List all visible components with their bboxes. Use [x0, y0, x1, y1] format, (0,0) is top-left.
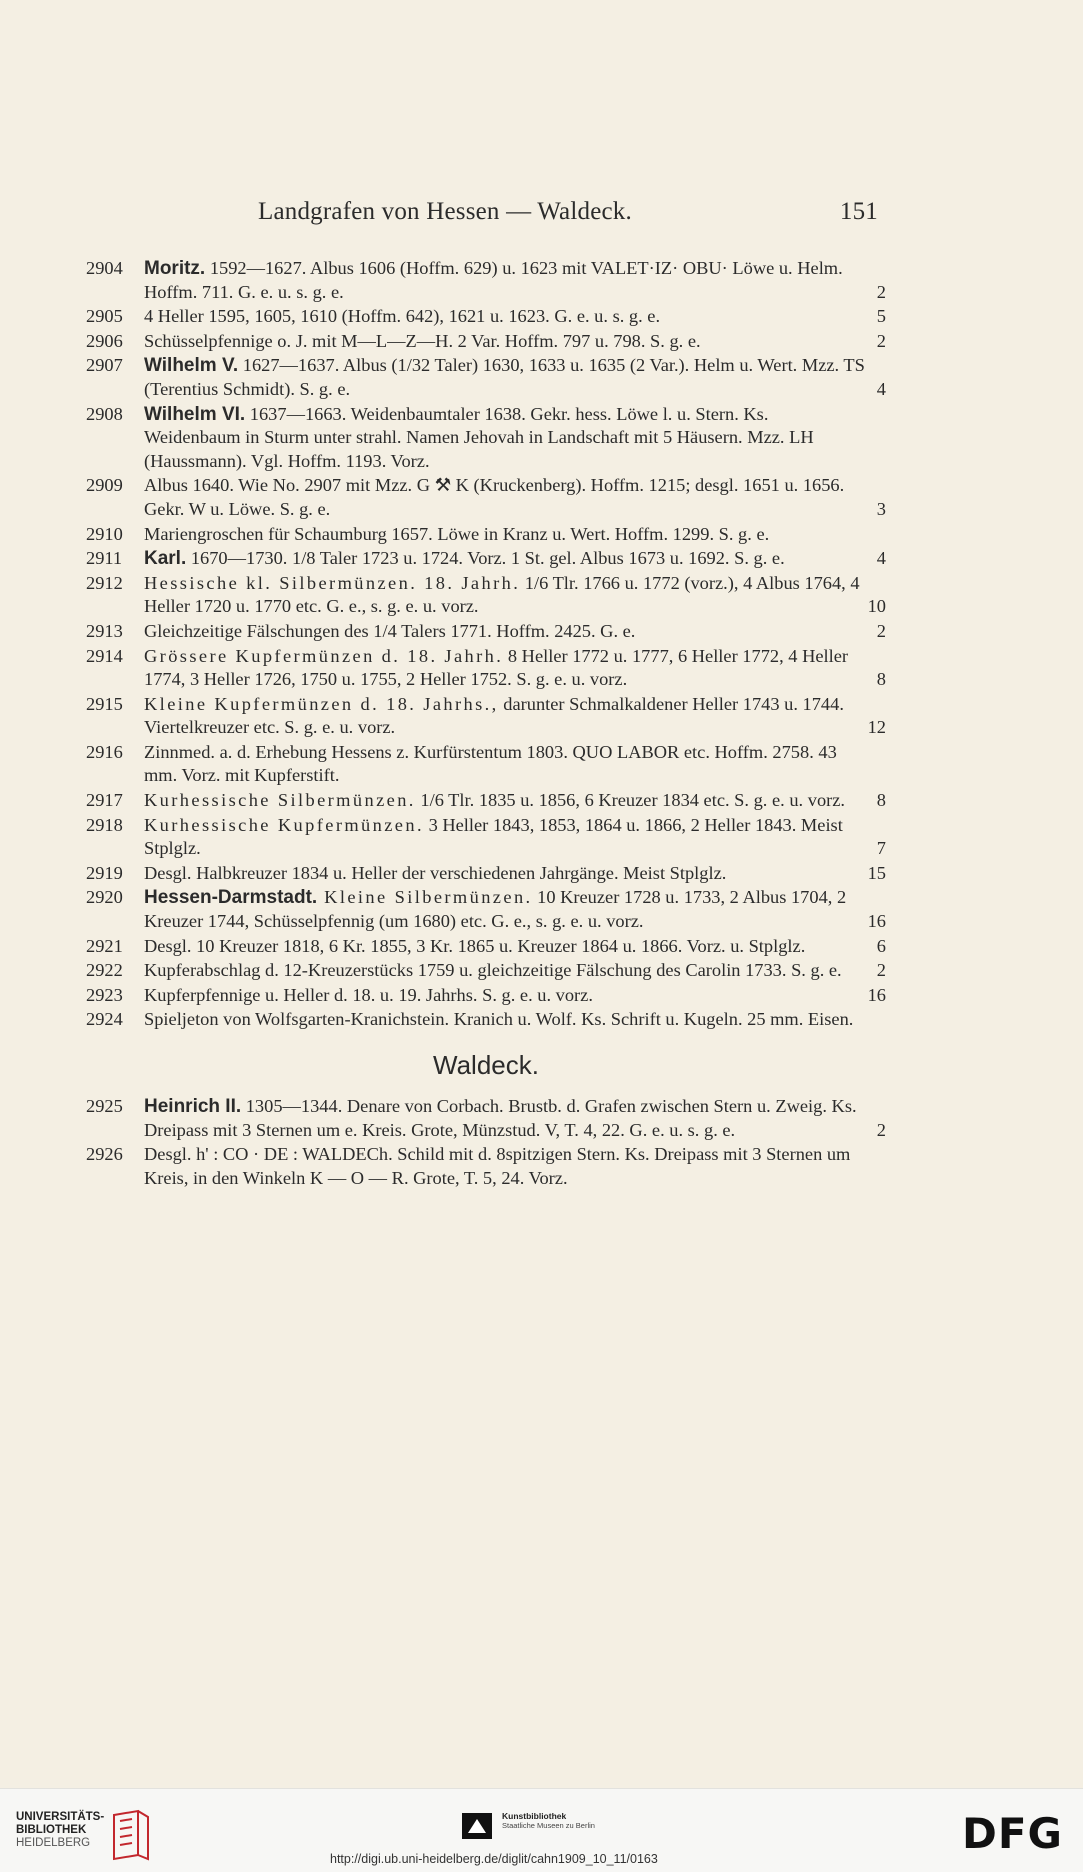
catalogue-entry: [86, 959, 886, 983]
entry-number: 2923: [86, 984, 123, 1005]
catalogue-entry: [86, 1008, 886, 1032]
entry-description: [144, 403, 886, 474]
footer-bar: [0, 1788, 1083, 1872]
catalogue-entry: [86, 862, 886, 886]
entry-description: [144, 572, 886, 619]
entry-text: Mariengroschen für Schaumburg 1657. Löwe in Kranz u. Wert. Hoffm. 1299. S. g. e.: [144, 523, 770, 544]
entry-description: [144, 935, 886, 959]
entry-number: 2908: [86, 403, 123, 424]
entry-description: [144, 354, 886, 401]
ub-line-1: UNIVERSITÄTS-: [16, 1811, 105, 1823]
entry-number: 2911: [86, 548, 123, 569]
entry-description: [144, 984, 886, 1008]
entry-text: Gleichzeitige Fälschungen des 1/4 Talers 1771. Hoffm. 2425. G. e.: [144, 620, 636, 641]
catalogue-entry: [86, 789, 886, 813]
entry-text: Schüsselpfennige o. J. mit M—L—Z—H. 2 Var. Hoffm. 797 u. 798. S. g. e.: [144, 330, 701, 351]
entry-heading: Karl.: [144, 548, 187, 570]
ub-emblem-icon: [108, 1809, 154, 1861]
entry-text: Desgl. Halbkreuzer 1834 u. Heller der verschiedenen Jahrgänge. Meist Stplglz.: [144, 862, 727, 883]
catalogue-entry: [86, 984, 886, 1008]
catalogue-entry: [86, 523, 886, 547]
entry-price: 3: [876, 498, 886, 519]
catalogue-entry: [86, 620, 886, 644]
section-heading-waldeck: Waldeck.: [433, 1050, 539, 1080]
entry-description: [144, 1095, 886, 1142]
catalogue-entry: [86, 741, 886, 788]
entry-heading: Moritz.: [144, 258, 206, 279]
entry-number: 2922: [86, 960, 123, 981]
catalogue-entry: [86, 330, 886, 354]
entry-description: [144, 1008, 886, 1032]
entry-text: Desgl. h' : CO · DE : WALDECh. Schild mit d. 8spitzigen Stern. Ks. Dreipass mit 3 Sternen um Kreis, in den Winkeln K — O — R. Grote, T. 5, 24. Vorz.: [144, 1144, 851, 1188]
entry-number: 2910: [86, 523, 123, 544]
entry-price: 7: [876, 838, 886, 859]
entry-price: 4: [876, 548, 886, 569]
entry-text: Kupferpfennige u. Heller d. 18. u. 19. Jahrhs. S. g. e. u. vorz.: [144, 984, 593, 1005]
entry-description: [144, 330, 886, 354]
entry-spaced-title: Kleine Kupfermünzen d. 18. Jahrhs.,: [144, 693, 499, 714]
entry-number: 2913: [86, 620, 123, 641]
entry-text: darunter Schmalkaldener Heller 1743 u. 1744. Viertelkreuzer etc. S. g. e. u. vorz.: [144, 693, 844, 738]
entry-text: 1637—1663. Weidenbaumtaler 1638. Gekr. hess. Löwe l. u. Stern. Ks. Weidenbaum in Sturm unter strahl. Namen Jehovah in Landschaft mit 5 Häusern. Mzz. LH (Haussmann). Vgl. Hoffm. 1193. Vorz.: [144, 403, 814, 471]
entry-heading: Heinrich II.: [144, 1096, 242, 1117]
entry-number: 2916: [86, 741, 123, 762]
catalogue-entry: [86, 935, 886, 959]
entry-price: 8: [876, 669, 886, 690]
entry-description: [144, 547, 886, 571]
entry-text: 10 Kreuzer 1728 u. 1733, 2 Albus 1704, 2 Kreuzer 1744, Schüsselpfennig (um 1680) etc. G. e., s. g. e. u. vorz.: [144, 887, 847, 932]
entry-number: 2912: [86, 572, 123, 593]
permalink-url[interactable]: http://digi.ub.uni-heidelberg.de/diglit/cahn1909_10_11/0163: [330, 1852, 658, 1866]
entry-number: 2905: [86, 306, 123, 327]
entry-heading: Wilhelm VI.: [144, 403, 246, 425]
entry-description: [144, 741, 886, 788]
entry-price: 2: [876, 620, 886, 641]
entry-number: 2924: [86, 1009, 123, 1030]
entry-price: 4: [876, 378, 886, 399]
entry-number: 2909: [86, 475, 123, 496]
ub-line-3: HEIDELBERG: [16, 1837, 91, 1849]
entry-description: [144, 620, 886, 644]
entry-text: 1670—1730. 1/8 Taler 1723 u. 1724. Vorz. 1 St. gel. Albus 1673 u. 1692. S. g. e.: [186, 548, 785, 569]
entry-spaced-title: Kurhessische Kupfermünzen.: [144, 814, 424, 835]
catalogue-entry: [86, 1095, 886, 1142]
entry-spaced-title: Grössere Kupfermünzen d. 18. Jahrh.: [144, 645, 504, 666]
entry-text: 3 Heller 1843, 1853, 1864 u. 1866, 2 Heller 1843. Meist Stplglz.: [144, 814, 843, 859]
entry-description: [144, 1143, 886, 1190]
entry-text: Spieljeton von Wolfsgarten-Kranichstein. Kranich u. Wolf. Ks. Schrift u. Kugeln. 25 mm. Eisen.: [144, 1009, 854, 1030]
entry-price: 10: [867, 596, 886, 617]
entry-text: 1/6 Tlr. 1766 u. 1772 (vorz.), 4 Albus 1764, 4 Heller 1720 u. 1770 etc. G. e., s. g. e. u. vorz.: [144, 572, 860, 617]
entry-text: 8 Heller 1772 u. 1777, 6 Heller 1772, 4 Heller 1774, 3 Heller 1726, 1750 u. 1755, 2 Heller 1752. S. g. e. u. vorz.: [144, 645, 849, 690]
entry-number: 2915: [86, 693, 123, 714]
entry-price: 16: [867, 911, 886, 932]
entry-number: 2918: [86, 814, 123, 835]
entry-text: 1627—1637. Albus (1/32 Taler) 1630, 1633 u. 1635 (2 Var.). Helm u. Wert. Mzz. TS (Terentius Schmidt). S. g. e.: [144, 355, 865, 399]
entry-text: Desgl. 10 Kreuzer 1818, 6 Kr. 1855, 3 Kr. 1865 u. Kreuzer 1864 u. 1866. Vorz. u. Stplglz.: [144, 935, 806, 956]
catalogue-entry: [86, 257, 886, 304]
kunstbibliothek-icon: [462, 1813, 492, 1839]
entry-description: [144, 959, 886, 983]
entry-description: [144, 257, 886, 304]
entry-text: Kupferabschlag d. 12-Kreuzerstücks 1759 u. gleichzeitige Fälschung des Carolin 1733. S. g. e.: [144, 960, 842, 981]
entry-text: 1305—1344. Denare von Corbach. Brustb. d. Grafen zwischen Stern u. Zweig. Ks. Dreipass mit 3 Sternen um e. Kreis. Grote, Münzstud. V, T. 4, 22. G. e. u. s. g. e.: [144, 1096, 857, 1140]
entry-price: 6: [876, 935, 886, 956]
catalogue-entry: [86, 814, 886, 861]
catalogue-entries: [86, 257, 886, 1191]
entry-number: 2917: [86, 790, 123, 811]
catalogue-entry: [86, 354, 886, 401]
entry-spaced-title: Kurhessische Silbermünzen.: [144, 790, 416, 811]
page-number: 151: [839, 198, 878, 225]
entry-description: [144, 789, 886, 813]
catalogue-entry: [86, 645, 886, 692]
entry-price: 12: [867, 717, 886, 738]
entry-description: [144, 305, 886, 329]
catalogue-entry: [86, 1143, 886, 1190]
entry-price: 2: [876, 330, 886, 351]
entry-price: 15: [867, 862, 886, 883]
kunstbibliothek-text: [502, 1811, 672, 1830]
kb-subtitle: Staatliche Museen zu Berlin: [502, 1821, 595, 1830]
entry-heading: Wilhelm V.: [144, 355, 239, 377]
entry-description: [144, 474, 886, 521]
entry-text: Zinnmed. a. d. Erhebung Hessens z. Kurfürstentum 1803. QUO LABOR etc. Hoffm. 2758. 43 mm. Vorz. mit Kupferstift.: [144, 741, 837, 786]
entry-number: 2904: [86, 258, 123, 278]
entry-description: [144, 814, 886, 861]
dfg-logo[interactable]: DFG: [962, 1809, 1064, 1858]
catalogue-entry: [86, 474, 886, 521]
entry-number: 2914: [86, 645, 123, 666]
entry-number: 2921: [86, 935, 123, 956]
entry-description: [144, 523, 886, 547]
entry-price: 5: [876, 306, 886, 327]
entry-number: 2926: [86, 1144, 123, 1165]
entry-description: [144, 886, 886, 933]
entry-text: 1592—1627. Albus 1606 (Hoffm. 629) u. 1623 mit VALET·IZ· OBU· Löwe u. Helm. Hoffm. 711. G. e. u. s. g. e.: [144, 258, 843, 302]
entry-text: 1/6 Tlr. 1835 u. 1856, 6 Kreuzer 1834 etc. S. g. e. u. vorz.: [415, 790, 846, 811]
entry-description: [144, 862, 886, 886]
entry-price: 2: [876, 1119, 886, 1140]
entry-price: 2: [876, 960, 886, 981]
entry-description: [144, 645, 886, 692]
entry-heading: Hessen-Darmstadt.: [144, 887, 318, 909]
entry-number: 2919: [86, 862, 123, 883]
entry-spaced-title: Hessische kl. Silbermünzen. 18. Jahrh.: [144, 572, 521, 593]
catalogue-entry: [86, 886, 886, 933]
kb-title: Kunstbibliothek: [502, 1811, 567, 1821]
entry-description: [144, 693, 886, 740]
entry-text: Albus 1640. Wie No. 2907 mit Mzz. G ⚒ K (Kruckenberg). Hoffm. 1215; desgl. 1651 u. 1656. Gekr. W u. Löwe. S. g. e.: [144, 475, 845, 519]
catalogue-entry: [86, 305, 886, 329]
entry-number: 2925: [86, 1096, 123, 1116]
running-title: Landgrafen von Hessen — Waldeck.: [258, 198, 632, 225]
catalogue-entry: [86, 547, 886, 571]
entry-spaced-title: Kleine Silbermünzen.: [317, 887, 533, 908]
entry-price: 2: [876, 281, 886, 302]
entry-number: 2906: [86, 330, 123, 351]
entry-number: 2907: [86, 355, 123, 376]
catalogue-entry: [86, 693, 886, 740]
catalogue-entry: [86, 572, 886, 619]
entry-price: 8: [876, 790, 886, 811]
entry-text: 4 Heller 1595, 1605, 1610 (Hoffm. 642), 1621 u. 1623. G. e. u. s. g. e.: [144, 306, 661, 327]
ub-line-2: BIBLIOTHEK: [16, 1824, 87, 1836]
entry-number: 2920: [86, 887, 123, 908]
entry-price: 16: [867, 984, 886, 1005]
catalogue-entry: [86, 403, 886, 474]
